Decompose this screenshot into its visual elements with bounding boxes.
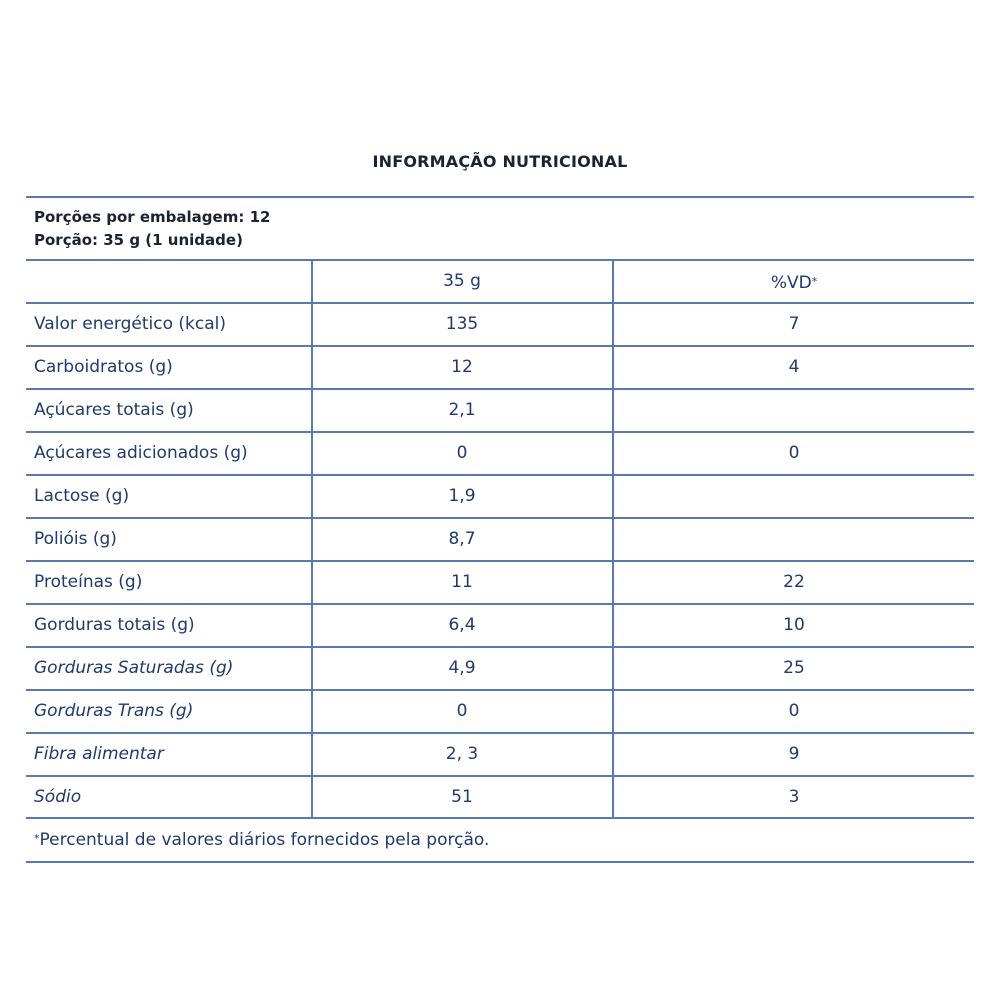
table-row xyxy=(26,690,974,733)
table-row xyxy=(26,518,974,561)
nutrient-amount: 1,9 xyxy=(448,486,476,506)
nutrient-amount: 0 xyxy=(456,443,468,463)
nutrient-name: Açúcares totais (g) xyxy=(34,400,194,420)
nutrient-dv: 0 xyxy=(788,443,800,463)
nutrient-dv: 9 xyxy=(788,744,800,764)
footnote-text: Percentual de valores diários fornecidos pela porção. xyxy=(39,830,490,850)
nutrient-name: Valor energético (kcal) xyxy=(34,314,227,334)
header-amount: 35 g xyxy=(443,271,481,291)
table-row xyxy=(26,389,974,432)
nutrient-amount: 135 xyxy=(445,314,479,334)
table-row xyxy=(26,346,974,389)
table-row xyxy=(26,604,974,647)
nutrient-amount: 51 xyxy=(451,787,473,807)
nutrient-dv: 10 xyxy=(783,615,805,635)
nutrient-amount: 2,1 xyxy=(448,400,476,420)
header-dv-label: %VD xyxy=(770,273,812,293)
table-row xyxy=(26,475,974,518)
nutrient-amount: 6,4 xyxy=(448,615,476,635)
nutrient-amount: 2, 3 xyxy=(445,744,479,764)
footnote xyxy=(34,826,489,853)
footnote-mark: * xyxy=(34,832,40,845)
nutrient-dv xyxy=(614,389,974,432)
header-dv xyxy=(614,260,974,303)
table-row xyxy=(26,647,974,690)
nutrient-name: Gorduras Saturadas (g) xyxy=(34,658,234,678)
nutrient-dv: 3 xyxy=(788,787,800,807)
nutrient-name: Sódio xyxy=(34,787,82,807)
nutrient-name: Polióis (g) xyxy=(34,529,117,549)
nutrient-dv: 22 xyxy=(783,572,805,592)
nutrient-name: Lactose (g) xyxy=(34,486,130,506)
nutrient-amount: 0 xyxy=(456,701,468,721)
nutrient-dv: 7 xyxy=(788,314,800,334)
nutrient-name: Fibra alimentar xyxy=(34,744,164,764)
nutrient-amount: 8,7 xyxy=(448,529,476,549)
nutrient-amount: 12 xyxy=(451,357,473,377)
nutrient-dv xyxy=(614,475,974,518)
portion-size: Porção: 35 g (1 unidade) xyxy=(34,231,243,249)
nutrient-name: Açúcares adicionados (g) xyxy=(34,443,248,463)
nutrient-name: Proteínas (g) xyxy=(34,572,143,592)
nutrient-dv: 25 xyxy=(783,658,805,678)
nutrient-name: Gorduras Trans (g) xyxy=(34,701,194,721)
table-row xyxy=(26,776,974,819)
nutrient-dv: 0 xyxy=(788,701,800,721)
table-row xyxy=(26,432,974,475)
nutrition-title: INFORMAÇÃO NUTRICIONAL xyxy=(372,152,628,171)
nutrient-dv xyxy=(614,518,974,561)
nutrient-amount: 4,9 xyxy=(448,658,476,678)
nutrient-name: Gorduras totais (g) xyxy=(34,615,195,635)
nutrient-dv: 4 xyxy=(788,357,800,377)
nutrient-amount: 11 xyxy=(451,572,473,592)
nutrient-name: Carboidratos (g) xyxy=(34,357,173,377)
rule-top xyxy=(26,196,974,198)
table-row xyxy=(26,733,974,776)
header-dv-mark: * xyxy=(811,275,818,288)
table-row xyxy=(26,561,974,604)
servings-per-package: Porções por embalagem: 12 xyxy=(34,208,271,226)
rule-bottom xyxy=(26,861,974,863)
serving-info xyxy=(34,206,270,252)
table-row xyxy=(26,303,974,346)
table-header-row xyxy=(26,260,974,303)
